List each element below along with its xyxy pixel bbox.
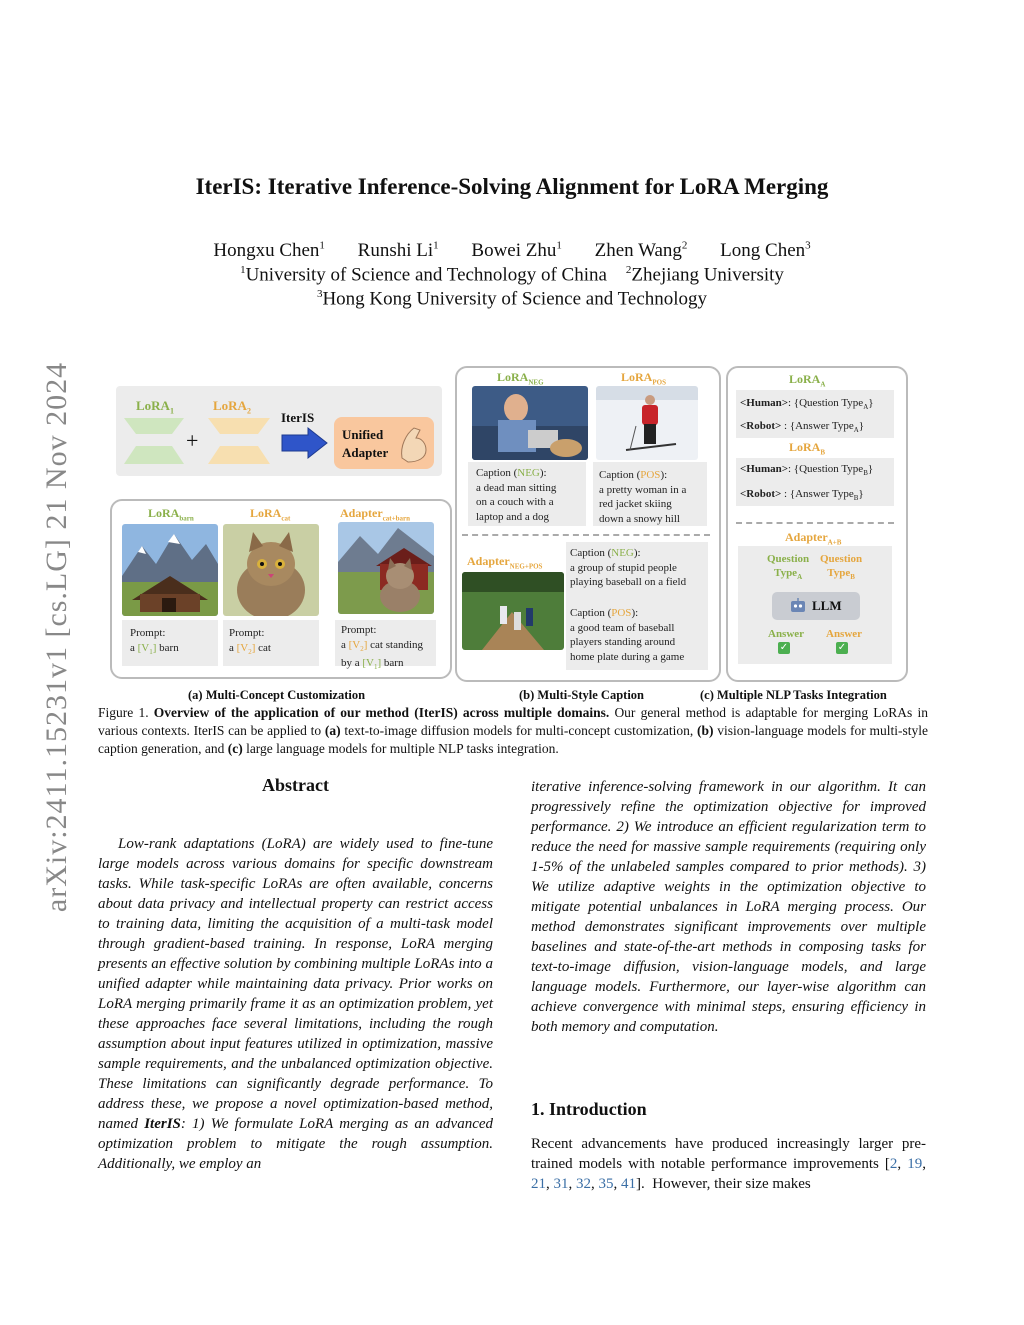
citation-link[interactable]: 31 bbox=[553, 1176, 569, 1192]
prompt-catbarn: Prompt: a $[V_2]$ cat standing by a $[V_1]$ barn bbox=[341, 624, 424, 672]
muscle-arm-icon bbox=[396, 422, 430, 464]
intro-paragraph: Recent advancements have produced increasingly larger pre-trained models with notable performance improvements [2, 19, 21, 31, 32, 35, 41]. However, their size makes bbox=[531, 1136, 927, 1192]
plus-sign: + bbox=[186, 428, 199, 453]
abstract-paragraph: Low-rank adaptations (LoRA) are widely used to fine-tune large models across various domains for specific downstream tasks. While task-specific LoRAs are often available, concerns about data privacy and intellectual property can restrict access to training data, limiting the acquisition of a multi-task model through gradient-based training. In response, LoRA merging presents an effective solution by combining multiple LoRAs into a unified adapter while maintaining data privacy. Prior works on LoRA merging primarily frame it as an optimization problem, yet these approaches face several limitations, including the rough assumption about input features utilized in optimization, massive sample requirements, and the unbalanced optimization objective. These limitations can significantly degrade performance. To address these, we propose a novel optimization-based method, named IterIS: 1) We formulate LoRA merging as an advanced optimization problem to mitigate the rough assumption. Additionally, we employ an bbox=[98, 836, 494, 1172]
adapter-ab-label: Adapter$_{A+B}$ bbox=[785, 530, 842, 547]
lora-b-robot-line: <Robot> : {Answer Type$_B$} bbox=[740, 488, 864, 503]
cat-barn-image bbox=[338, 522, 434, 614]
check-icon: ✓ bbox=[837, 642, 847, 653]
prompt-barn: Prompt: a $[V_1]$ barn bbox=[130, 627, 179, 656]
figure-caption: Figure 1. Overview of the application of our method (IterIS) across multiple domains. Our general method is adaptable for merging LoRAs in various contexts. IterIS can be applied to (a) text-to-image diffusion models for multi-concept customization, (b) vision-language models for multi-style caption generation, and (c) large language models for multiple NLP tasks integration. bbox=[98, 705, 929, 756]
lora-a-label: LoRA$_A$ bbox=[789, 372, 826, 389]
arrow-right-icon bbox=[280, 426, 330, 460]
lora-b-human-line: <Human>: {Question Type$_B$} bbox=[740, 463, 874, 478]
robot-icon bbox=[789, 597, 807, 615]
lora-b-label: LoRA$_B$ bbox=[789, 440, 826, 457]
caption-neg: Caption (NEG): a dead man sitting on a couch with a laptop and a dog bbox=[476, 467, 557, 523]
citation-link[interactable]: 41 bbox=[621, 1176, 636, 1192]
skier-image bbox=[596, 386, 698, 460]
author: Long Chen$^3$ bbox=[720, 240, 811, 262]
lora-a-human-line: <Human>: {Question Type$_A$} bbox=[740, 397, 874, 412]
iteris-label: IterIS bbox=[281, 410, 315, 425]
panel-b-sublabel: (b) Multi-Style Caption bbox=[519, 688, 644, 702]
prompt-cat: Prompt: a $[V_2]$ cat bbox=[229, 627, 271, 656]
arxiv-side-stamp: arXiv:2411.15231v1 [cs.LG] 21 Nov 2024 bbox=[40, 361, 73, 913]
caption-adapter-pos: Caption (POS): a good team of baseball players standing around home plate during a game bbox=[570, 607, 685, 663]
panel-b-divider bbox=[462, 534, 710, 536]
intro-heading: 1. Introduction bbox=[531, 1099, 647, 1119]
answer-a-label: Answer bbox=[768, 628, 805, 640]
panel-a-sublabel: (a) Multi-Concept Customization bbox=[188, 688, 366, 702]
citation-link[interactable]: 19 bbox=[907, 1156, 923, 1172]
affiliation-line: $^1$University of Science and Technology of China $^2$Zhejiang University bbox=[240, 264, 784, 286]
citation-link[interactable]: 32 bbox=[576, 1176, 591, 1192]
barn-image bbox=[122, 524, 218, 616]
lora2-label: LoRA$_2$ bbox=[213, 398, 251, 416]
couch-man-image bbox=[472, 386, 588, 460]
citation-link[interactable]: 35 bbox=[598, 1176, 614, 1192]
affiliation-line: $^3$Hong Kong University of Science and Technology bbox=[316, 288, 708, 310]
panel-c-divider bbox=[736, 522, 894, 524]
llm-label: LLM bbox=[812, 598, 842, 613]
author: Runshi Li$^1$ bbox=[357, 240, 439, 262]
baseball-image bbox=[462, 572, 564, 650]
lora-pos-label: LoRA$_{POS}$ bbox=[621, 370, 666, 387]
lora1-label: LoRA$_1$ bbox=[136, 398, 174, 416]
lora-neg-label: LoRA$_{NEG}$ bbox=[497, 370, 544, 387]
caption-adapter-neg: Caption (NEG): a group of stupid people playing baseball on a field bbox=[570, 547, 687, 588]
panel-c-sublabel: (c) Multiple NLP Tasks Integration bbox=[700, 688, 887, 702]
author: Bowei Zhu$^1$ bbox=[471, 240, 562, 262]
cat-image bbox=[223, 524, 319, 616]
paper-title: IterIS: Iterative Inference-Solving Alignment for LoRA Merging bbox=[195, 174, 829, 199]
adapter-negpos-label: Adapter$_{NEG+POS}$ bbox=[467, 554, 543, 571]
lora-barn-label: LoRA$_{barn}$ bbox=[148, 506, 194, 523]
author-list bbox=[0, 240, 1024, 262]
author: Zhen Wang$^2$ bbox=[594, 240, 688, 262]
citation-link[interactable]: 21 bbox=[531, 1176, 546, 1192]
lora-a-robot-line: <Robot> : {Answer Type$_A$} bbox=[740, 420, 865, 435]
unified-adapter-label: Unified Adapter bbox=[342, 427, 389, 460]
abstract-heading: Abstract bbox=[262, 775, 329, 795]
citation-link[interactable]: 2 bbox=[889, 1156, 898, 1172]
author: Hongxu Chen$^1$ bbox=[213, 240, 325, 262]
question-type-a: Question Type$_A$ bbox=[767, 553, 810, 582]
question-type-b: Question Type$_B$ bbox=[820, 553, 863, 582]
lora-cat-label: LoRA$_{cat}$ bbox=[250, 506, 291, 523]
adapter-catbarn-label: Adapter$_{cat+barn}$ bbox=[340, 506, 410, 523]
check-icon: ✓ bbox=[779, 642, 789, 653]
answer-b-label: Answer bbox=[826, 628, 863, 640]
caption-pos: Caption (POS): a pretty woman in a red jacket skiing down a snowy hill bbox=[599, 469, 687, 525]
lora-hourglass-shapes bbox=[120, 416, 280, 468]
abstract-paragraph-continued: iterative inference-solving framework in our algorithm. It can progressively refine the optimization objective for improved performance. 2) We introduce an efficient regularization term to reduce the need for massive sample requirements (requiring only 1-5% of the unlabeled samples compared to prior methods). 3) We utilize adaptive weights in the optimization objective to mitigate potential unbalances in LoRA merging process. Our method demonstrates significant improvements over multiple baselines and state-of-the-art methods in composing tasks for text-to-image diffusion, vision-language models, and large language models. Furthermore, our layer-wise algorithm can achieve convergence with minimal steps, ensuring efficiency in both memory and computation. bbox=[531, 779, 926, 1035]
